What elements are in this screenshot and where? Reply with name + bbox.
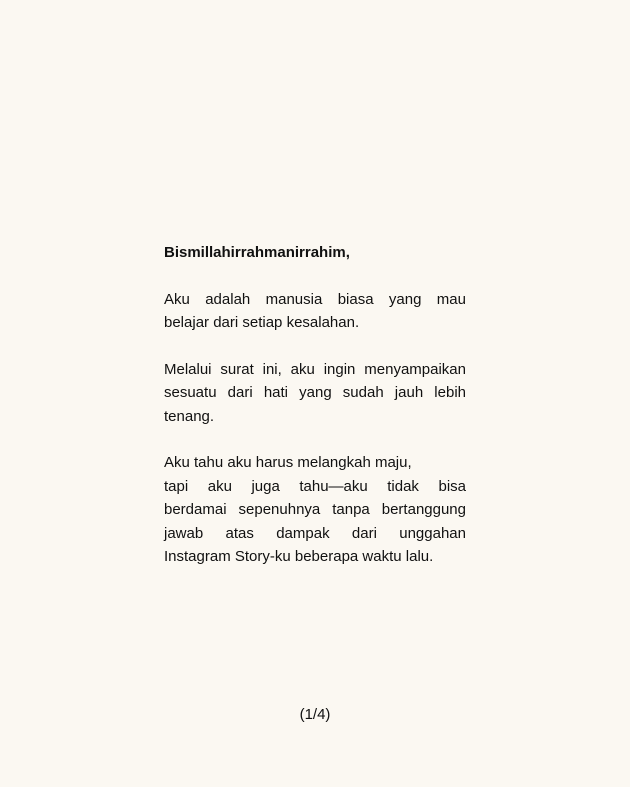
- letter-body: [164, 241, 466, 592]
- paragraph-line: sesuatu dari hati yang sudah jauh lebih: [164, 384, 466, 401]
- paragraph-1: [164, 288, 466, 335]
- page-indicator: (1/4): [299, 706, 331, 723]
- paragraph-line: Aku tahu aku harus melangkah maju,: [164, 454, 412, 471]
- paragraph-line: Instagram Story-ku beberapa waktu lalu.: [164, 548, 434, 565]
- paragraph-line: berdamai sepenuhnya tanpa bertanggung: [164, 501, 466, 518]
- paragraph-line: tenang.: [164, 407, 215, 425]
- paragraph-2: [164, 358, 466, 429]
- paragraph-line: Melalui surat ini, aku ingin menyampaikan: [164, 360, 466, 378]
- paragraph-line: Aku adalah manusia biasa yang mau: [164, 290, 466, 308]
- paragraph-line: belajar dari setiap kesalahan.: [164, 314, 360, 331]
- paragraph-3: [164, 451, 466, 569]
- greeting-heading: Bismillahirrahmanirrahim,: [164, 244, 350, 261]
- paragraph-line: tapi aku juga tahu—aku tidak bisa: [164, 477, 466, 495]
- paragraph-line: jawab atas dampak dari unggahan: [164, 524, 466, 542]
